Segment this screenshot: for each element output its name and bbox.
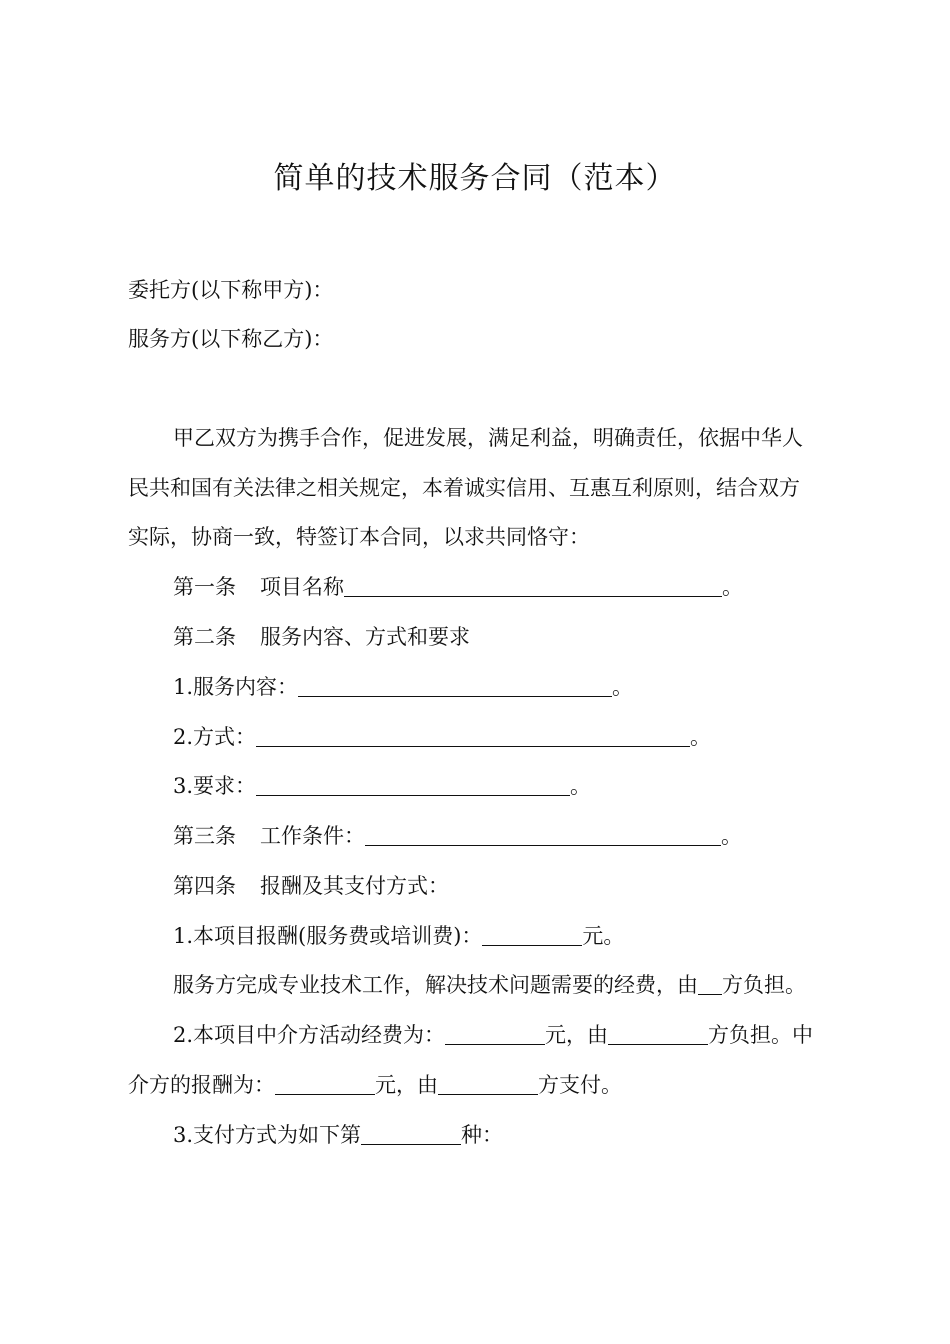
- intermediary-reward-party-blank[interactable]: [438, 1072, 538, 1095]
- item-4-2-continued: [128, 1070, 622, 1100]
- item-2-2-end: 。: [690, 725, 712, 749]
- article-3-label: 工作条件：: [260, 824, 365, 848]
- article-3-end: 。: [721, 824, 742, 848]
- article-4-number: 第四条: [173, 874, 236, 898]
- article-4-label: 报酬及其支付方式：: [260, 874, 449, 898]
- intermediary-fee-blank[interactable]: [445, 1022, 545, 1045]
- article-1-end: 。: [722, 575, 743, 599]
- article-1-number: 第一条: [173, 575, 236, 599]
- item-4-3-end: 种：: [461, 1123, 504, 1147]
- item-2-2: [173, 722, 711, 752]
- party-a-line: 委托方(以下称甲方)：: [128, 278, 334, 302]
- item-2-2-label: 2.方式：: [173, 725, 257, 749]
- article-2-number: 第二条: [173, 625, 236, 649]
- item-4-2b-end: 方支付。: [538, 1073, 622, 1097]
- article-3: [173, 821, 742, 851]
- intermediary-fee-party-blank[interactable]: [608, 1022, 708, 1045]
- expense-end: 方负担。: [722, 973, 806, 997]
- service-content-blank[interactable]: [298, 674, 612, 697]
- article-1: [173, 572, 743, 602]
- item-2-1-end: 。: [612, 675, 634, 699]
- intro-paragraph-line-2: 民共和国有关法律之相关规定，本着诚实信用、互惠互利原则，结合双方: [128, 476, 800, 500]
- item-2-3-label: 3.要求：: [173, 774, 257, 798]
- article-2: [173, 622, 470, 652]
- article-3-number: 第三条: [173, 824, 236, 848]
- service-method-blank[interactable]: [256, 724, 690, 747]
- page-title: 简单的技术服务合同（范本）: [273, 161, 677, 196]
- payment-option-blank[interactable]: [361, 1122, 461, 1145]
- party-b-line: 服务方(以下称乙方)：: [128, 327, 334, 351]
- expense-text: 服务方完成专业技术工作，解决技术问题需要的经费，由: [173, 973, 698, 997]
- item-4-1: [173, 921, 624, 951]
- item-4-1-label: 1.本项目报酬(服务费或培训费)：: [173, 924, 483, 948]
- item-4-2-mid: 元，由: [545, 1023, 609, 1047]
- article-2-label: 服务内容、方式和要求: [260, 625, 470, 649]
- item-2-3-end: 。: [570, 774, 592, 798]
- expense-line: [173, 970, 806, 1000]
- item-2-1: [173, 672, 633, 702]
- intro-paragraph-line-3: 实际，协商一致，特签订本合同，以求共同恪守：: [128, 525, 590, 549]
- fee-amount-blank[interactable]: [482, 923, 582, 946]
- item-4-2-label: 2.本项目中介方活动经费为：: [173, 1023, 446, 1047]
- intermediary-reward-blank[interactable]: [275, 1072, 375, 1095]
- item-4-3: [173, 1120, 503, 1150]
- project-name-blank[interactable]: [344, 574, 722, 597]
- intro-paragraph-line-1: 甲乙双方为携手合作，促进发展，满足利益，明确责任，依据中华人: [173, 426, 803, 450]
- article-1-label: 项目名称: [260, 575, 344, 599]
- item-4-2: [173, 1020, 813, 1050]
- item-4-3-label: 3.支付方式为如下第: [173, 1123, 362, 1147]
- service-requirement-blank[interactable]: [256, 773, 570, 796]
- work-conditions-blank[interactable]: [365, 823, 721, 846]
- item-2-3: [173, 771, 591, 801]
- item-4-2b-mid: 元，由: [375, 1073, 438, 1097]
- article-4: [173, 871, 449, 901]
- item-4-2-end: 方负担。中: [708, 1023, 814, 1047]
- expense-party-blank[interactable]: [698, 972, 722, 995]
- item-2-1-label: 1.服务内容：: [173, 675, 299, 699]
- item-4-1-end: 元。: [582, 924, 625, 948]
- item-4-2b-label: 介方的报酬为：: [128, 1073, 275, 1097]
